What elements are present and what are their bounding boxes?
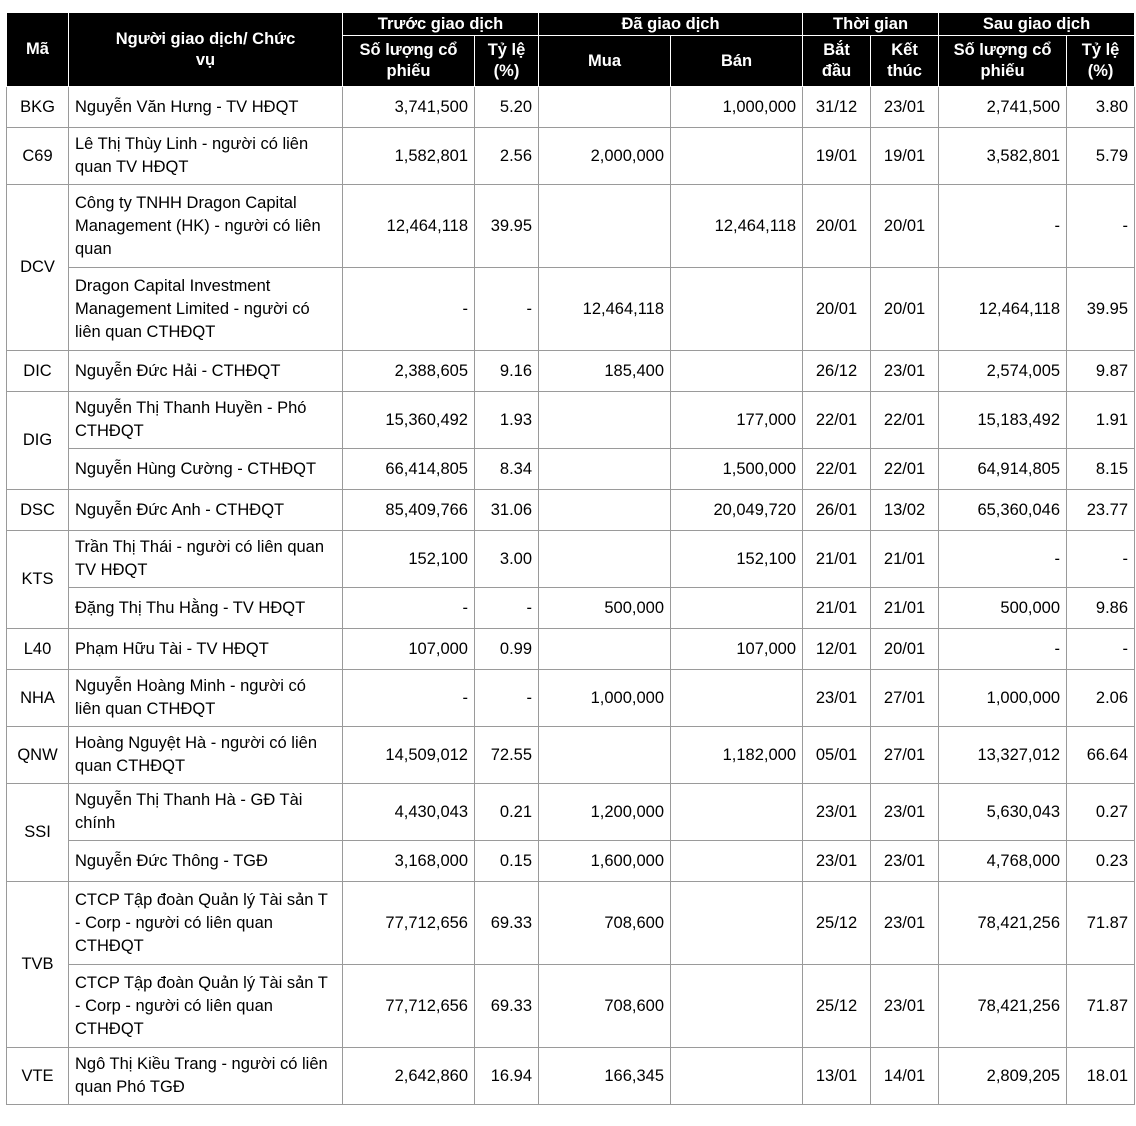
trader-name-cell: Ngô Thị Kiều Trang - người có liên quan Phó TGĐ (69, 1048, 343, 1105)
trader-name-cell: Công ty TNHH Dragon Capital Management (HK) - người có liên quan (69, 185, 343, 268)
shares-after-cell: 3,582,801 (939, 128, 1067, 185)
header-ma: Mã (7, 13, 69, 87)
trader-name-cell: Nguyễn Thị Thanh Huyền - Phó CTHĐQT (69, 392, 343, 449)
buy-volume-cell: 1,000,000 (539, 670, 671, 727)
sell-volume-cell: 20,049,720 (671, 490, 803, 531)
end-date-cell: 13/02 (871, 490, 939, 531)
end-date-cell: 19/01 (871, 128, 939, 185)
header-so-luong-sau: Số lượng cổ phiếu (939, 36, 1067, 87)
trader-name-cell: Nguyễn Đức Anh - CTHĐQT (69, 490, 343, 531)
ratio-after-cell: 1.91 (1067, 392, 1135, 449)
buy-volume-cell: 2,000,000 (539, 128, 671, 185)
start-date-cell: 20/01 (803, 185, 871, 268)
shares-before-cell: 3,741,500 (343, 87, 475, 128)
trader-name-cell: Dragon Capital Investment Management Limited - người có liên quan CTHĐQT (69, 268, 343, 351)
shares-after-cell: 13,327,012 (939, 727, 1067, 784)
start-date-cell: 23/01 (803, 670, 871, 727)
ratio-after-cell: 0.23 (1067, 841, 1135, 882)
trader-name-cell: Nguyễn Thị Thanh Hà - GĐ Tài chính (69, 784, 343, 841)
end-date-cell: 23/01 (871, 882, 939, 965)
shares-before-cell: 152,100 (343, 531, 475, 588)
sell-volume-cell: 12,464,118 (671, 185, 803, 268)
buy-volume-cell: 708,600 (539, 965, 671, 1048)
shares-after-cell: 78,421,256 (939, 965, 1067, 1048)
end-date-cell: 22/01 (871, 392, 939, 449)
trader-name-cell: Nguyễn Hùng Cường - CTHĐQT (69, 449, 343, 490)
ratio-after-cell: 66.64 (1067, 727, 1135, 784)
ratio-before-cell: 9.16 (475, 351, 539, 392)
shares-before-cell: 77,712,656 (343, 965, 475, 1048)
ratio-after-cell: 8.15 (1067, 449, 1135, 490)
ratio-before-cell: 72.55 (475, 727, 539, 784)
sell-volume-cell: 152,100 (671, 531, 803, 588)
buy-volume-cell (539, 531, 671, 588)
shares-before-cell: 2,388,605 (343, 351, 475, 392)
start-date-cell: 21/01 (803, 531, 871, 588)
buy-volume-cell: 1,200,000 (539, 784, 671, 841)
trader-name-cell: Nguyễn Đức Hải - CTHĐQT (69, 351, 343, 392)
shares-before-cell: 1,582,801 (343, 128, 475, 185)
shares-after-cell: - (939, 629, 1067, 670)
sell-volume-cell (671, 128, 803, 185)
table-row (7, 268, 1135, 351)
header-mua: Mua (539, 36, 671, 87)
buy-volume-cell: 166,345 (539, 1048, 671, 1105)
ticker-cell: QNW (7, 727, 69, 784)
end-date-cell: 27/01 (871, 727, 939, 784)
trader-name-cell: CTCP Tập đoàn Quản lý Tài sản T - Corp - người có liên quan CTHĐQT (69, 965, 343, 1048)
trader-name-cell: Lê Thị Thùy Linh - người có liên quan TV HĐQT (69, 128, 343, 185)
buy-volume-cell: 12,464,118 (539, 268, 671, 351)
shares-before-cell: 12,464,118 (343, 185, 475, 268)
end-date-cell: 23/01 (871, 351, 939, 392)
shares-before-cell: 3,168,000 (343, 841, 475, 882)
shares-before-cell: 14,509,012 (343, 727, 475, 784)
ratio-before-cell: - (475, 588, 539, 629)
ticker-cell: DSC (7, 490, 69, 531)
sell-volume-cell (671, 882, 803, 965)
ratio-after-cell: - (1067, 531, 1135, 588)
start-date-cell: 25/12 (803, 882, 871, 965)
table-body (7, 87, 1135, 1105)
start-date-cell: 20/01 (803, 268, 871, 351)
shares-before-cell: 66,414,805 (343, 449, 475, 490)
buy-volume-cell: 500,000 (539, 588, 671, 629)
end-date-cell: 23/01 (871, 784, 939, 841)
ticker-cell: VTE (7, 1048, 69, 1105)
end-date-cell: 20/01 (871, 629, 939, 670)
shares-before-cell: 15,360,492 (343, 392, 475, 449)
ratio-after-cell: 71.87 (1067, 965, 1135, 1048)
start-date-cell: 12/01 (803, 629, 871, 670)
start-date-cell: 22/01 (803, 449, 871, 490)
table-row (7, 882, 1135, 965)
end-date-cell: 14/01 (871, 1048, 939, 1105)
table-row (7, 185, 1135, 268)
sell-volume-cell (671, 965, 803, 1048)
ratio-before-cell: 0.21 (475, 784, 539, 841)
shares-before-cell: 85,409,766 (343, 490, 475, 531)
ticker-cell: SSI (7, 784, 69, 882)
start-date-cell: 25/12 (803, 965, 871, 1048)
end-date-cell: 21/01 (871, 588, 939, 629)
trader-name-cell: Trần Thị Thái - người có liên quan TV HĐQT (69, 531, 343, 588)
shares-before-cell: 77,712,656 (343, 882, 475, 965)
end-date-cell: 23/01 (871, 87, 939, 128)
ticker-cell: L40 (7, 629, 69, 670)
shares-after-cell: 65,360,046 (939, 490, 1067, 531)
table-row (7, 449, 1135, 490)
buy-volume-cell (539, 490, 671, 531)
trader-name-cell: CTCP Tập đoàn Quản lý Tài sản T - Corp - người có liên quan CTHĐQT (69, 882, 343, 965)
shares-before-cell: 107,000 (343, 629, 475, 670)
ratio-after-cell: - (1067, 185, 1135, 268)
header-thoi-gian: Thời gian (803, 13, 939, 36)
ratio-before-cell: 69.33 (475, 965, 539, 1048)
shares-after-cell: 15,183,492 (939, 392, 1067, 449)
start-date-cell: 31/12 (803, 87, 871, 128)
ratio-before-cell: 8.34 (475, 449, 539, 490)
ratio-before-cell: 39.95 (475, 185, 539, 268)
table-row (7, 1048, 1135, 1105)
ratio-before-cell: 2.56 (475, 128, 539, 185)
buy-volume-cell: 1,600,000 (539, 841, 671, 882)
shares-before-cell: - (343, 670, 475, 727)
shares-before-cell: - (343, 588, 475, 629)
start-date-cell: 19/01 (803, 128, 871, 185)
ratio-before-cell: 31.06 (475, 490, 539, 531)
end-date-cell: 22/01 (871, 449, 939, 490)
header-bat-dau: Bắt đầu (803, 36, 871, 87)
header-sau-giao-dich: Sau giao dịch (939, 13, 1135, 36)
table-row (7, 392, 1135, 449)
header-ty-le-sau: Tỷ lệ (%) (1067, 36, 1135, 87)
buy-volume-cell (539, 727, 671, 784)
ratio-after-cell: 2.06 (1067, 670, 1135, 727)
ratio-before-cell: 1.93 (475, 392, 539, 449)
ratio-after-cell: 71.87 (1067, 882, 1135, 965)
shares-after-cell: 2,574,005 (939, 351, 1067, 392)
shares-after-cell: 12,464,118 (939, 268, 1067, 351)
end-date-cell: 23/01 (871, 841, 939, 882)
ticker-cell: BKG (7, 87, 69, 128)
shares-after-cell: 2,809,205 (939, 1048, 1067, 1105)
shares-before-cell: - (343, 268, 475, 351)
sell-volume-cell: 1,000,000 (671, 87, 803, 128)
sell-volume-cell (671, 588, 803, 629)
table-row (7, 588, 1135, 629)
end-date-cell: 20/01 (871, 268, 939, 351)
sell-volume-cell (671, 841, 803, 882)
ratio-before-cell: 16.94 (475, 1048, 539, 1105)
trader-name-cell: Nguyễn Đức Thông - TGĐ (69, 841, 343, 882)
sell-volume-cell (671, 351, 803, 392)
table-row (7, 727, 1135, 784)
ticker-cell: DIC (7, 351, 69, 392)
header-ket-thuc: Kết thúc (871, 36, 939, 87)
table-row (7, 629, 1135, 670)
ratio-before-cell: 3.00 (475, 531, 539, 588)
start-date-cell: 22/01 (803, 392, 871, 449)
shares-after-cell: 64,914,805 (939, 449, 1067, 490)
ratio-after-cell: 18.01 (1067, 1048, 1135, 1105)
ratio-before-cell: 0.99 (475, 629, 539, 670)
table-row (7, 784, 1135, 841)
header-so-luong-truoc: Số lượng cổ phiếu (343, 36, 475, 87)
ratio-after-cell: 0.27 (1067, 784, 1135, 841)
shares-after-cell: 500,000 (939, 588, 1067, 629)
shares-after-cell: - (939, 531, 1067, 588)
ticker-cell: C69 (7, 128, 69, 185)
ratio-before-cell: 5.20 (475, 87, 539, 128)
trader-name-cell: Nguyễn Văn Hưng - TV HĐQT (69, 87, 343, 128)
header-truoc-giao-dich: Trước giao dịch (343, 13, 539, 36)
shares-after-cell: 2,741,500 (939, 87, 1067, 128)
ratio-after-cell: 3.80 (1067, 87, 1135, 128)
buy-volume-cell (539, 185, 671, 268)
table-row (7, 965, 1135, 1048)
table-header (7, 13, 1135, 87)
start-date-cell: 23/01 (803, 784, 871, 841)
header-ban: Bán (671, 36, 803, 87)
trader-name-cell: Phạm Hữu Tài - TV HĐQT (69, 629, 343, 670)
table-row (7, 351, 1135, 392)
ratio-before-cell: 0.15 (475, 841, 539, 882)
table-row (7, 531, 1135, 588)
ticker-cell: TVB (7, 882, 69, 1048)
ratio-after-cell: 5.79 (1067, 128, 1135, 185)
table-row (7, 841, 1135, 882)
ratio-before-cell: - (475, 670, 539, 727)
trader-name-cell: Hoàng Nguyệt Hà - người có liên quan CTHĐQT (69, 727, 343, 784)
ticker-cell: KTS (7, 531, 69, 629)
sell-volume-cell (671, 268, 803, 351)
shares-after-cell: - (939, 185, 1067, 268)
ticker-cell: DCV (7, 185, 69, 351)
ratio-after-cell: - (1067, 629, 1135, 670)
ratio-after-cell: 23.77 (1067, 490, 1135, 531)
buy-volume-cell (539, 87, 671, 128)
insider-trading-table (6, 12, 1135, 1105)
buy-volume-cell (539, 392, 671, 449)
start-date-cell: 23/01 (803, 841, 871, 882)
start-date-cell: 26/01 (803, 490, 871, 531)
table-row (7, 87, 1135, 128)
ratio-after-cell: 39.95 (1067, 268, 1135, 351)
sell-volume-cell (671, 670, 803, 727)
shares-before-cell: 4,430,043 (343, 784, 475, 841)
shares-after-cell: 4,768,000 (939, 841, 1067, 882)
buy-volume-cell: 708,600 (539, 882, 671, 965)
shares-after-cell: 78,421,256 (939, 882, 1067, 965)
shares-before-cell: 2,642,860 (343, 1048, 475, 1105)
end-date-cell: 21/01 (871, 531, 939, 588)
sell-volume-cell: 1,500,000 (671, 449, 803, 490)
ratio-after-cell: 9.86 (1067, 588, 1135, 629)
ratio-before-cell: 69.33 (475, 882, 539, 965)
shares-after-cell: 1,000,000 (939, 670, 1067, 727)
ratio-before-cell: - (475, 268, 539, 351)
header-da-giao-dich: Đã giao dịch (539, 13, 803, 36)
sell-volume-cell: 1,182,000 (671, 727, 803, 784)
table-row (7, 490, 1135, 531)
start-date-cell: 13/01 (803, 1048, 871, 1105)
shares-after-cell: 5,630,043 (939, 784, 1067, 841)
end-date-cell: 27/01 (871, 670, 939, 727)
trader-name-cell: Nguyễn Hoàng Minh - người có liên quan CTHĐQT (69, 670, 343, 727)
table-row (7, 670, 1135, 727)
ticker-cell: DIG (7, 392, 69, 490)
end-date-cell: 23/01 (871, 965, 939, 1048)
buy-volume-cell (539, 449, 671, 490)
ticker-cell: NHA (7, 670, 69, 727)
sell-volume-cell (671, 1048, 803, 1105)
sell-volume-cell (671, 784, 803, 841)
sell-volume-cell: 107,000 (671, 629, 803, 670)
trader-name-cell: Đặng Thị Thu Hằng - TV HĐQT (69, 588, 343, 629)
start-date-cell: 26/12 (803, 351, 871, 392)
header-ty-le-truoc: Tỷ lệ (%) (475, 36, 539, 87)
buy-volume-cell (539, 629, 671, 670)
sell-volume-cell: 177,000 (671, 392, 803, 449)
table-row (7, 128, 1135, 185)
ratio-after-cell: 9.87 (1067, 351, 1135, 392)
header-nguoi-giao-dich: Người giao dịch/ Chức vụ (69, 13, 343, 87)
start-date-cell: 05/01 (803, 727, 871, 784)
buy-volume-cell: 185,400 (539, 351, 671, 392)
end-date-cell: 20/01 (871, 185, 939, 268)
start-date-cell: 21/01 (803, 588, 871, 629)
